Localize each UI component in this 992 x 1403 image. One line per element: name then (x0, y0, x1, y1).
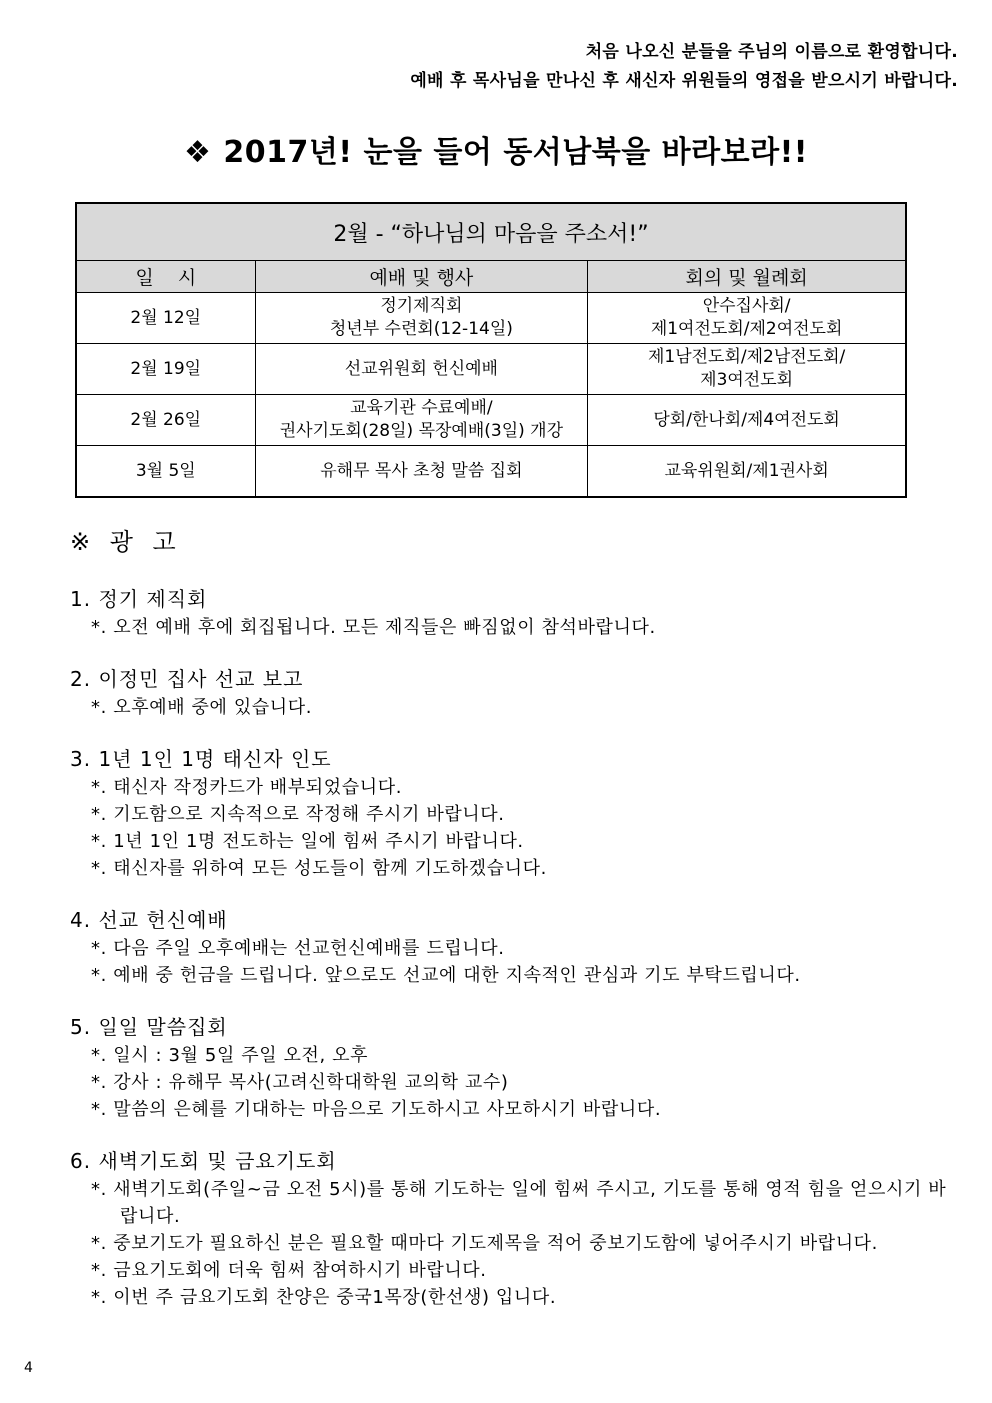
row-events (255, 344, 588, 395)
event-line: 정기제직회 (380, 296, 463, 316)
meeting-line: 제3여전도회 (700, 370, 794, 390)
meeting-line: 교육위원회/제1권사회 (664, 460, 829, 481)
row-date: 2월 26일 (76, 395, 255, 446)
welcome-line-1: 처음 나오신 분들을 주님의 이름으로 환영합니다. (585, 42, 958, 62)
announcement-line: *. 말씀의 은혜를 기대하는 마음으로 기도하시고 사모하시기 바랍니다. (91, 1099, 662, 1120)
announcements-title: ※ 광 고 (70, 528, 182, 556)
announcement-line: *. 새벽기도회(주일~금 오전 5시)를 통해 기도하는 일에 힘써 주시고, 기도를 통해 영적 힘을 얻으시기 바랍니다. (91, 1179, 947, 1227)
row-events (255, 446, 588, 498)
event-line: 유해무 목사 초청 말씀 집회 (320, 460, 523, 481)
event-line: 권사기도회(28일) 목장예배(3일) 개강 (279, 421, 564, 441)
page-number: 4 (24, 1360, 33, 1376)
row-meetings (588, 395, 906, 446)
announcement-line: *. 금요기도회에 더욱 힘써 참여하시기 바랍니다. (91, 1260, 487, 1281)
announcement-line: *. 예배 중 헌금을 드립니다. 앞으로도 선교에 대한 지속적인 관심과 기도 부탁드립니다. (91, 965, 801, 986)
month-title: 2월 - “하나님의 마음을 주소서!” (76, 203, 906, 261)
announcement-line: *. 태신자를 위하여 모든 성도들이 함께 기도하겠습니다. (91, 858, 547, 879)
announcement (70, 744, 950, 882)
schedule-header-row (76, 261, 906, 293)
row-meetings (588, 344, 906, 395)
welcome-line-2: 예배 후 목사님을 만나신 후 새신자 위원들의 영접을 받으시기 바랍니다. (410, 71, 958, 91)
meeting-line: 당회/한나회/제4여전도회 (653, 409, 840, 430)
announcement-line: *. 강사 : 유해무 목사(고려신학대학원 교의학 교수) (91, 1072, 509, 1093)
yearly-theme (0, 127, 992, 171)
schedule-table (75, 202, 907, 498)
schedule-row (76, 344, 906, 395)
announcement-line: *. 1년 1인 1명 전도하는 일에 힘써 주시기 바랍니다. (91, 831, 524, 852)
header-events: 예배 및 행사 (255, 261, 588, 293)
event-line: 교육기관 수료예배/ (350, 398, 493, 418)
announcement (70, 905, 950, 989)
theme-text: 2017년! 눈을 들어 동서남북을 바라보라!! (223, 135, 808, 170)
schedule-row (76, 293, 906, 344)
row-date: 2월 19일 (76, 344, 255, 395)
header-meetings: 회의 및 월례회 (588, 261, 906, 293)
event-line: 선교위원회 헌신예배 (344, 358, 498, 379)
announcement-heading: 2. 이정민 집사 선교 보고 (70, 667, 304, 691)
announcement-heading: 1. 정기 제직회 (70, 587, 208, 611)
row-date: 2월 12일 (76, 293, 255, 344)
diamond-ornament-icon: ❖ (184, 135, 212, 170)
announcement-line: *. 기도함으로 지속적으로 작정해 주시기 바랍니다. (91, 804, 505, 825)
announcement-line: *. 태신자 작정카드가 배부되었습니다. (91, 777, 403, 798)
welcome-message (410, 38, 958, 96)
schedule-row (76, 395, 906, 446)
announcement-line: *. 다음 주일 오후예배는 선교헌신예배를 드립니다. (91, 938, 505, 959)
announcement-heading: 6. 새벽기도회 및 금요기도회 (70, 1149, 337, 1173)
row-meetings (588, 293, 906, 344)
announcement (70, 1146, 950, 1311)
announcement-heading: 5. 일일 말씀집회 (70, 1015, 228, 1039)
row-events (255, 293, 588, 344)
announcement-heading: 3. 1년 1인 1명 태신자 인도 (70, 747, 332, 771)
meeting-line: 제1여전도회/제2여전도회 (650, 319, 843, 339)
announcement (70, 664, 950, 721)
announcement-line: *. 이번 주 금요기도회 찬양은 중국1목장(한선생) 입니다. (91, 1287, 557, 1308)
row-events (255, 395, 588, 446)
event-line: 청년부 수련회(12-14일) (329, 319, 513, 339)
announcement-line: *. 오전 예배 후에 회집됩니다. 모든 제직들은 빠짐없이 참석바랍니다. (91, 617, 656, 638)
announcement-heading: 4. 선교 헌신예배 (70, 908, 228, 932)
announcement (70, 584, 950, 641)
announcements-list (70, 584, 950, 1334)
row-meetings (588, 446, 906, 498)
row-date: 3월 5일 (76, 446, 255, 498)
meeting-line: 제1남전도회/제2남전도회/ (647, 347, 846, 367)
meeting-line: 안수집사회/ (702, 296, 791, 316)
schedule-month-row (76, 203, 906, 261)
header-date: 일 시 (76, 261, 255, 293)
announcement (70, 1012, 950, 1123)
announcement-line: *. 중보기도가 필요하신 분은 필요할 때마다 기도제목을 적어 중보기도함에 넣어주시기 바랍니다. (91, 1233, 878, 1254)
announcement-line: *. 오후예배 중에 있습니다. (91, 697, 313, 718)
schedule-row (76, 446, 906, 498)
announcement-line: *. 일시 : 3월 5일 주일 오전, 오후 (91, 1045, 369, 1066)
